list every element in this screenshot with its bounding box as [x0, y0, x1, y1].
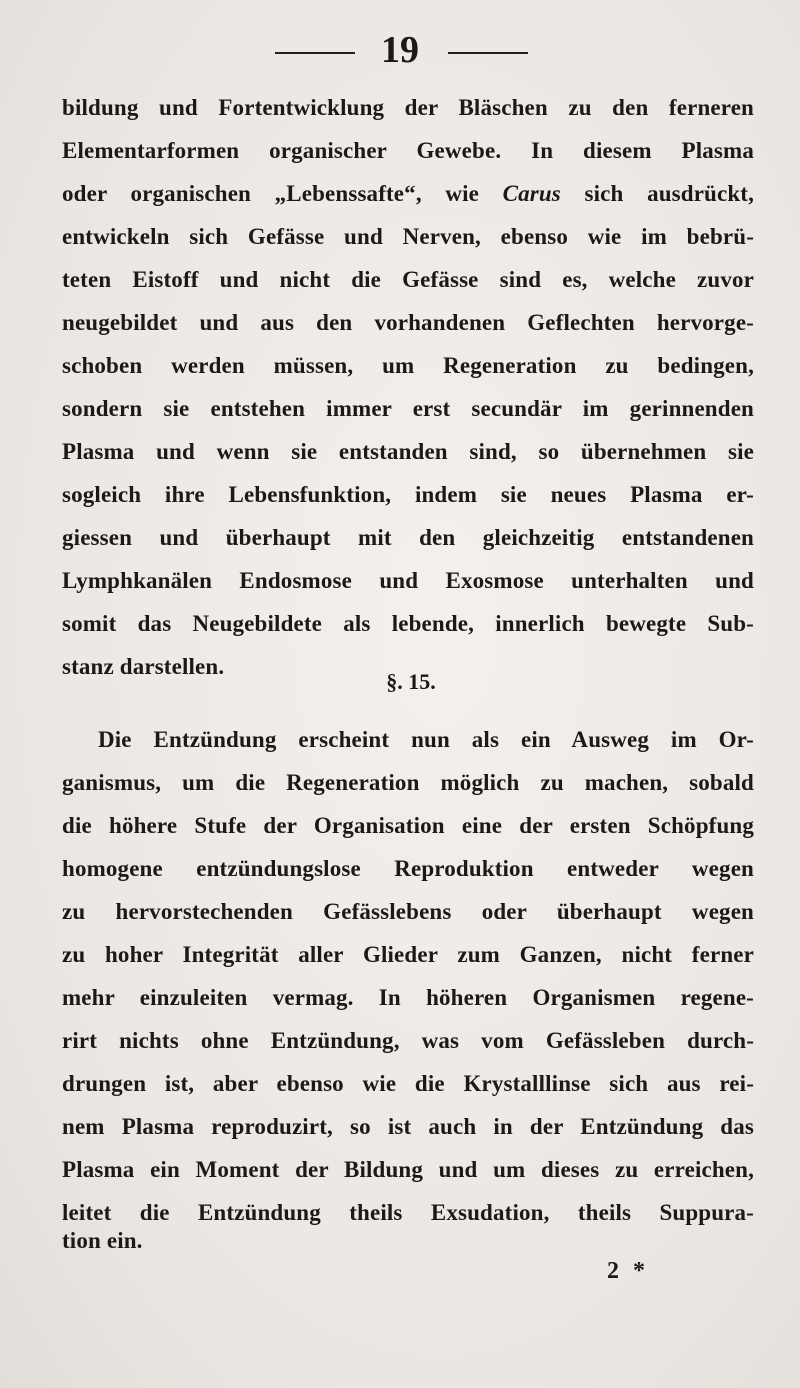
text-line: Plasma ein Moment der Bildung und um dieses zu erreichen, [62, 1157, 754, 1182]
text-line-start: oder organischen „Lebenssafte“, wie [62, 181, 503, 206]
text-line: sogleich ihre Lebensfunktion, indem sie neues Plasma er- [62, 482, 754, 507]
header-rule-left [275, 52, 355, 54]
author-name-carus: Carus [502, 181, 561, 206]
text-line-end: sich ausdrückt, [560, 181, 755, 206]
text-line: Die Entzündung erscheint nun als ein Ausweg im Or- [98, 727, 754, 752]
text-line: rirt nichts ohne Entzündung, was vom Gefässleben durch- [62, 1028, 754, 1053]
text-line: schoben werden müssen, um Regeneration zu bedingen, [62, 353, 754, 378]
text-line: die höhere Stufe der Organisation eine der ersten Schöpfung [62, 813, 754, 838]
text-line: entwickeln sich Gefässe und Nerven, ebenso wie im bebrü- [62, 224, 754, 249]
text-line: giessen und überhaupt mit den gleichzeitig entstandenen [62, 525, 754, 550]
text-line: drungen ist, aber ebenso wie die Krystalllinse sich aus rei- [62, 1071, 754, 1096]
text-line: neugebildet und aus den vorhandenen Geflechten hervorge- [62, 310, 754, 335]
text-line: homogene entzündungslose Reproduktion entweder wegen [62, 856, 754, 881]
text-line: leitet die Entzündung theils Exsudation, theils Suppura- [62, 1200, 754, 1225]
text-line: tion ein. [62, 1228, 143, 1253]
text-line: Lymphkanälen Endosmose und Exosmose unterhalten und [62, 568, 754, 593]
text-line: teten Eistoff und nicht die Gefässe sind es, welche zuvor [62, 267, 754, 292]
text-line: stanz darstellen. [62, 654, 225, 679]
section-heading: §. 15. [386, 669, 436, 694]
text-line [62, 179, 754, 209]
text-line: sondern sie entstehen immer erst secundär im gerinnenden [62, 396, 754, 421]
text-line: bildung und Fortentwicklung der Bläschen zu den ferneren [62, 95, 754, 120]
signature-mark: 2 * [607, 1258, 649, 1284]
text-line: ganismus, um die Regeneration möglich zu machen, sobald [62, 770, 754, 795]
text-line: nem Plasma reproduzirt, so ist auch in der Entzündung das [62, 1114, 754, 1139]
text-line: zu hervorstechenden Gefässlebens oder überhaupt wegen [62, 899, 754, 924]
page-header [0, 28, 800, 72]
text-line: zu hoher Integrität aller Glieder zum Ganzen, nicht ferner [62, 942, 754, 967]
text-line: Plasma und wenn sie entstanden sind, so übernehmen sie [62, 439, 754, 464]
text-line: somit das Neugebildete als lebende, innerlich bewegte Sub- [62, 611, 754, 636]
text-line: Elementarformen organischer Gewebe. In diesem Plasma [62, 138, 754, 163]
page-number: 19 [381, 29, 419, 71]
header-rule-right [448, 52, 528, 54]
text-line: mehr einzuleiten vermag. In höheren Organismen regene- [62, 985, 754, 1010]
